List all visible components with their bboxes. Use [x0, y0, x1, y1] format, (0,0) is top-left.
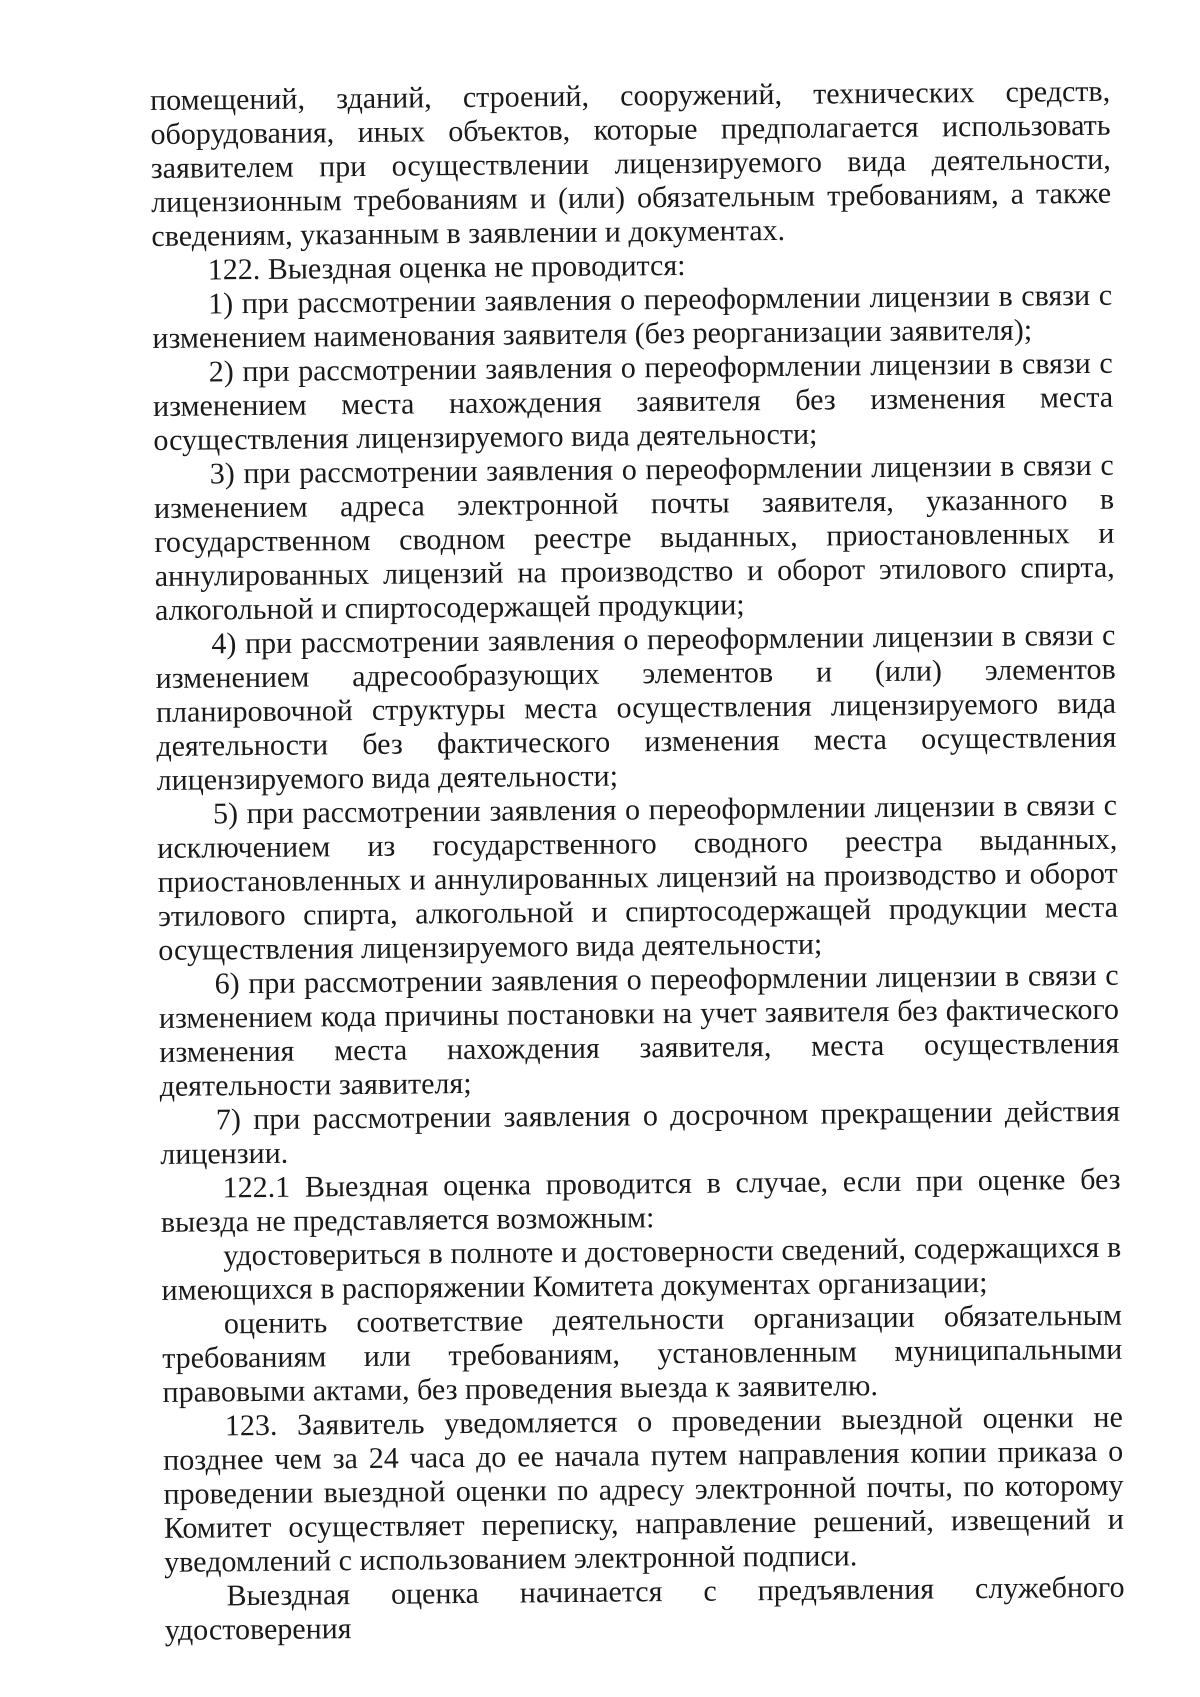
paragraph-item-2: 2) при рассмотрении заявления о переоформлении лицензии в связи с изменением места нахождения заявителя без изменения места осуществления лицензируемого вида деятельности;: [152, 346, 1114, 457]
paragraph-clause-122-1: 122.1 Выездная оценка проводится в случае, если при оценке без выезда не представляется возможным:: [160, 1162, 1121, 1239]
paragraph-onsite-start: Выездная оценка начинается с предъявления служебного удостоверения: [164, 1570, 1125, 1647]
paragraph-item-3: 3) при рассмотрении заявления о переоформлении лицензии в связи с изменением адреса электронной почты заявителя, указанного в государственном сводном реестре выданных, приостановленных и аннулированных лицензий на производство и оборот этилового спирта, алкогольной и спиртосодержащей продукции;: [153, 448, 1115, 627]
paragraph-item-1: 1) при рассмотрении заявления о переоформлении лицензии в связи с изменением наименования заявителя (без реорганизации заявителя);: [152, 278, 1113, 355]
paragraph-item-7: 7) при рассмотрении заявления о досрочном прекращении действия лицензии.: [160, 1094, 1121, 1171]
paragraph-assess-compliance: оценить соответствие деятельности организации обязательным требованиям или требованиям, установленным муниципальными правовыми актами, без проведения выезда к заявителю.: [162, 1298, 1123, 1409]
paragraph-clause-123: 123. Заявитель уведомляется о проведении выездной оценки не позднее чем за 24 часа до ее начала путем направления копии приказа о проведении выездной оценки по адресу электронной почты, по которому Комитет осуществляет переписку, направление решений, извещений и уведомлений с использованием электронной подписи.: [163, 1400, 1124, 1579]
document-page: [150, 75, 1125, 1648]
paragraph-item-6: 6) при рассмотрении заявления о переоформлении лицензии в связи с изменением кода причины постановки на учет заявителя без фактического изменения места нахождения заявителя, места осуществления деятельности заявителя;: [158, 958, 1120, 1103]
paragraph-item-4: 4) при рассмотрении заявления о переоформлении лицензии в связи с изменением адресообразующих элементов и (или) элементов планировочной структуры места осуществления лицензируемого вида деятельности без фактического изменения места осуществления лицензируемого вида деятельности;: [155, 618, 1117, 797]
paragraph-continuation: помещений, зданий, строений, сооружений, технических средств, оборудования, иных объектов, которые предполагается использовать заявителем при осуществлении лицензируемого вида деятельности, лицензионным требованиям и (или) обязательным требованиям, а также сведениям, указанным в заявлении и документах.: [150, 74, 1112, 253]
paragraph-clause-122: 122. Выездная оценка не проводится:: [207, 248, 686, 287]
paragraph-item-5: 5) при рассмотрении заявления о переоформлении лицензии в связи с исключением из государственного сводного реестра выданных, приостановленных и аннулированных лицензий на производство и оборот этилового спирта, алкогольной и спиртосодержащей продукции места осуществления лицензируемого вида деятельности;: [157, 788, 1119, 967]
paragraph-verify-completeness: удостовериться в полноте и достоверности сведений, содержащихся в имеющихся в распоряжении Комитета документах организации;: [161, 1230, 1122, 1307]
